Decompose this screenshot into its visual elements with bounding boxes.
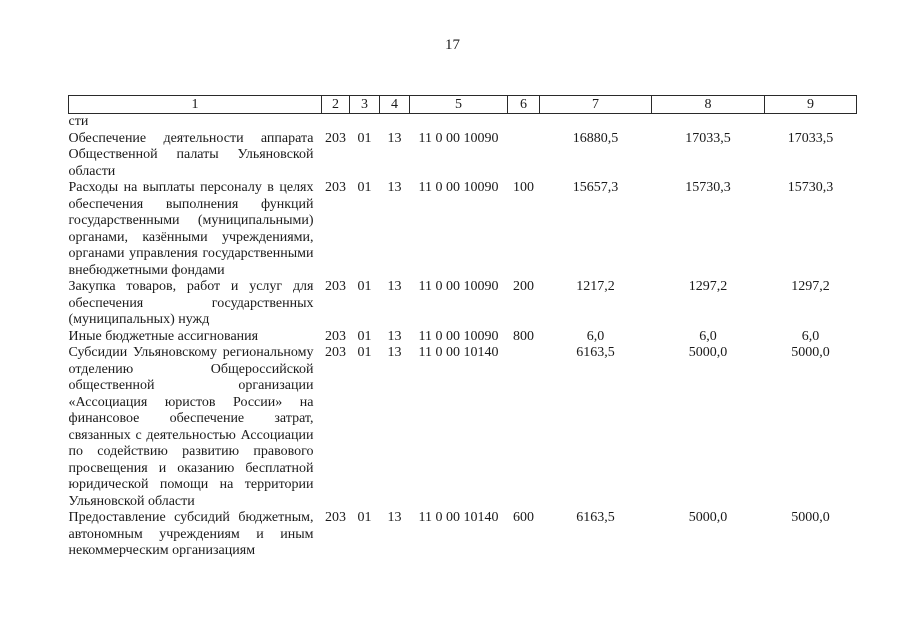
cell-amount-9: 15730,3 xyxy=(787,180,834,195)
row-name: сти xyxy=(68,114,89,129)
cell-subsection: 13 xyxy=(387,510,402,525)
cell-amount-7: 6163,5 xyxy=(576,345,615,360)
header-col-4: 4 xyxy=(380,96,410,114)
cell-amount-8: 5000,0 xyxy=(688,510,728,525)
cell-amount-9: 5000,0 xyxy=(791,345,830,360)
table-row xyxy=(69,510,857,560)
cell-target-article: 11 0 00 10140 xyxy=(418,510,499,525)
cell-amount-8: 15730,3 xyxy=(685,180,731,195)
cell-amount-9: 5000,0 xyxy=(791,510,830,525)
cell-subsection: 13 xyxy=(387,345,402,360)
cell-expense-type: 100 xyxy=(513,180,534,195)
cell-expense-type xyxy=(508,114,540,131)
cell-target-article: 11 0 00 10090 xyxy=(418,180,499,195)
table-row xyxy=(69,345,857,510)
header-col-5: 5 xyxy=(410,96,508,114)
cell-expense-type: 200 xyxy=(513,279,534,294)
cell-amount-7: 1217,2 xyxy=(576,279,615,294)
cell-subsection: 13 xyxy=(387,130,402,146)
cell-amount-8: 6,0 xyxy=(699,328,717,344)
cell-admin-code: 203 xyxy=(325,130,346,146)
row-name: Расходы на выплаты персоналу в целях обеспечения выполнения функций государственными (муниципальными) органами, казёнными учреждениями, органами управления государственными внебюджетными фондами xyxy=(68,180,314,278)
header-col-8: 8 xyxy=(652,96,765,114)
cell-amount-7: 15657,3 xyxy=(572,180,619,195)
row-name: Обеспечение деятельности аппарата Общественной палаты Ульяновской области xyxy=(68,130,314,179)
header-col-6: 6 xyxy=(508,96,540,114)
table-row xyxy=(69,131,857,181)
row-name: Предоставление субсидий бюджетным, автономным учреждениям и иным некоммерческим организациям xyxy=(68,510,314,558)
cell-target-article xyxy=(410,114,508,131)
cell-amount-9: 1297,2 xyxy=(791,279,830,294)
cell-target-article: 11 0 00 10090 xyxy=(418,130,499,146)
cell-section: 01 xyxy=(357,510,372,525)
cell-subsection: 13 xyxy=(387,180,402,195)
cell-expense-type: 600 xyxy=(513,510,534,525)
cell-amount-8: 1297,2 xyxy=(688,279,728,294)
cell-admin-code: 203 xyxy=(325,328,346,344)
page-number: 17 xyxy=(445,37,460,53)
row-name: Иные бюджетные ассигнования xyxy=(68,328,259,344)
header-col-9: 9 xyxy=(765,96,857,114)
cell-admin-code: 203 xyxy=(325,510,346,525)
cell-target-article: 11 0 00 10090 xyxy=(418,279,499,294)
cell-expense-type xyxy=(508,345,540,510)
cell-target-article: 11 0 00 10090 xyxy=(418,328,499,344)
cell-amount-9 xyxy=(765,114,857,131)
cell-section: 01 xyxy=(357,180,372,195)
cell-expense-type xyxy=(508,131,540,181)
row-name: Закупка товаров, работ и услуг для обеспечения государственных (муниципальных) нужд xyxy=(68,279,314,327)
header-col-7: 7 xyxy=(540,96,652,114)
cell-admin-code: 203 xyxy=(325,279,346,294)
cell-amount-9: 17033,5 xyxy=(787,130,834,146)
cell-section: 01 xyxy=(357,279,372,294)
cell-amount-7 xyxy=(540,114,652,131)
budget-table xyxy=(68,95,857,560)
cell-subsection: 13 xyxy=(387,279,402,294)
header-col-2: 2 xyxy=(322,96,350,114)
cell-admin-code xyxy=(322,114,350,131)
table-row xyxy=(69,279,857,329)
cell-section: 01 xyxy=(357,328,372,344)
cell-section: 01 xyxy=(357,130,372,146)
table-row xyxy=(69,180,857,279)
cell-expense-type: 800 xyxy=(513,328,534,344)
cell-amount-8 xyxy=(652,114,765,131)
cell-admin-code: 203 xyxy=(325,345,346,360)
row-name: Субсидии Ульяновскому региональному отделению Общероссийской общественной организации «Ассоциация юристов России» на финансовое обеспечение затрат, связанных с деятельностью Ассоциации по содействию развитию правового просвещения и оказанию бесплатной юридической помощи на территории Ульяновской области xyxy=(68,345,314,509)
cell-section: 01 xyxy=(357,345,372,360)
cell-target-article: 11 0 00 10140 xyxy=(418,345,499,360)
cell-amount-7: 6163,5 xyxy=(576,510,615,525)
cell-subsection xyxy=(380,114,410,131)
cell-amount-7: 16880,5 xyxy=(572,130,619,146)
cell-amount-9: 6,0 xyxy=(801,328,820,344)
header-row xyxy=(69,96,857,114)
table-row xyxy=(69,114,857,131)
cell-amount-8: 5000,0 xyxy=(688,345,728,360)
header-col-1: 1 xyxy=(69,96,322,114)
cell-amount-8: 17033,5 xyxy=(685,130,731,146)
cell-admin-code: 203 xyxy=(325,180,346,195)
table-row xyxy=(69,329,857,346)
cell-section xyxy=(350,114,380,131)
header-col-3: 3 xyxy=(350,96,380,114)
cell-subsection: 13 xyxy=(387,328,402,344)
cell-amount-7: 6,0 xyxy=(586,328,605,344)
